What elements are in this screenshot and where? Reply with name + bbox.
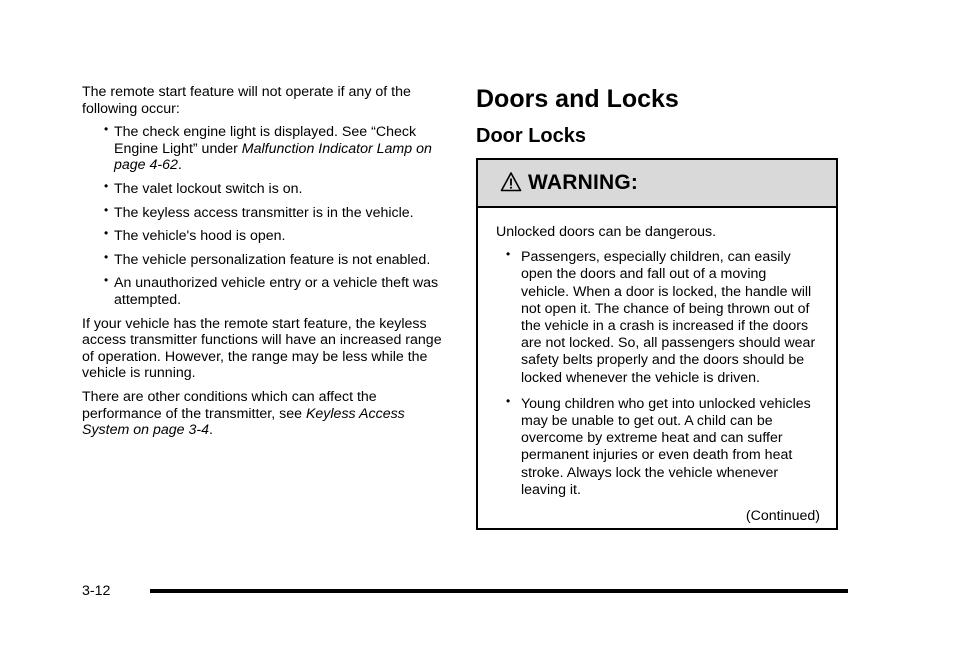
list-item: • Passengers, especially children, can easily open the doors and fall out of a moving vehicle. When a door is locked, the handle will not open it. The chance of being thrown out of the vehicle in a crash is increased if the doors are not locked. So, all passengers should wear safety belts properly and the doors should be locked whenever the vehicle is driven. — [496, 249, 818, 387]
continued-label: (Continued) — [745, 508, 820, 524]
left-column — [82, 84, 450, 446]
warning-header — [478, 160, 836, 208]
range-paragraph: If your vehicle has the remote start feature, the keyless access transmitter functions will have an increased range of operation. However, the range may be less while the vehicle is running. — [82, 315, 442, 382]
list-item: • The valet lockout switch is on. — [82, 181, 450, 198]
list-item: • Young children who get into unlocked vehicles may be unable to get out. A child can be overcome by extreme heat and can suffer permanent injuries or even death from heat stroke. Always lock the vehicle whenever leaving it. — [496, 396, 818, 499]
warning-intro: Unlocked doors can be dangerous. — [496, 224, 717, 240]
warning-box — [476, 158, 838, 530]
conditions-list — [82, 124, 450, 308]
cross-reference-link[interactable]: Malfunction Indicator Lamp on page 4‑62 — [114, 140, 432, 174]
warning-triangle-icon — [500, 171, 522, 193]
other-conditions-paragraph: There are other conditions which can affect the performance of the transmitter, see Keyless Access System on page 3‑4. — [82, 388, 405, 439]
subsection-title: Door Locks — [476, 125, 587, 147]
page-number: 3-12 — [82, 583, 111, 599]
cross-reference-link[interactable]: Keyless Access System on page 3‑4 — [82, 405, 405, 439]
intro-paragraph: The remote start feature will not operate if any of the following occur: — [82, 84, 411, 117]
list-item: • An unauthorized vehicle entry or a vehicle theft was attempted. — [82, 275, 450, 308]
list-item: • The vehicle's hood is open. — [82, 228, 450, 245]
list-item: • The check engine light is displayed. See “Check Engine Light” under Malfunction Indicator Lamp on page 4‑62. — [82, 124, 450, 174]
warning-title: WARNING: — [528, 171, 639, 194]
section-title: Doors and Locks — [476, 85, 679, 113]
footer-rule — [150, 589, 848, 593]
warning-body — [478, 208, 836, 499]
list-item: • The keyless access transmitter is in the vehicle. — [82, 205, 450, 222]
list-item: • The vehicle personalization feature is not enabled. — [82, 252, 450, 269]
warning-list — [496, 249, 818, 499]
